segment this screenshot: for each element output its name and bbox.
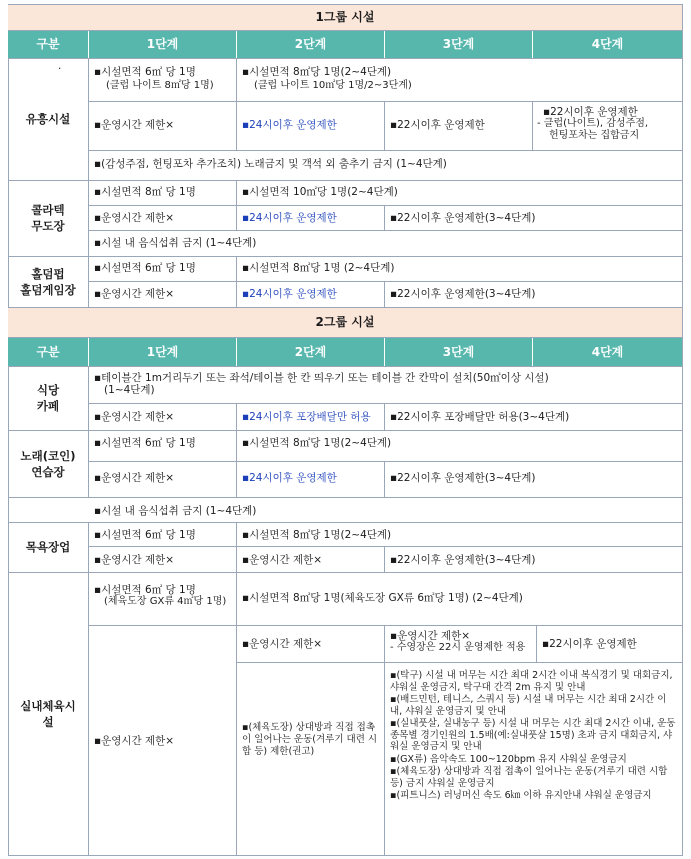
gym-stage2-capacity: ▪시설면적 8㎡당 1명(체육도장 GX류 6㎡당 1명) (2~4단계) <box>242 592 523 604</box>
restaurant-distancing-line1: ▪테이블간 1m거리두기 또는 좌석/테이블 한 칸 띄우기 또는 테이블 간 칸막이 설치(50㎡이상 시설) <box>94 372 549 384</box>
group2-header-stage2: 2단계 <box>236 338 384 366</box>
group2-header-stage1: 1단계 <box>88 338 236 366</box>
colatec-stage1-hours: ▪운영시간 제한× <box>94 212 175 224</box>
grid-line <box>88 205 682 206</box>
group1-header-stage4: 4단계 <box>532 31 682 58</box>
grid-line <box>88 546 682 547</box>
grid-line <box>236 430 237 497</box>
group1-header-row <box>8 31 682 58</box>
group2-header-stage4: 4단계 <box>532 338 682 366</box>
grid-line <box>236 572 237 855</box>
restaurant-all-stages-distancing <box>90 370 680 398</box>
ent-stage1-capacity-line1: ▪시설면적 6㎡ 당 1명 <box>94 66 196 78</box>
grid-line <box>88 366 89 497</box>
group2-header-stage3: 3단계 <box>384 338 532 366</box>
grid-line <box>88 101 682 102</box>
gym-rule-gx: ▪(GX류) 음악속도 100~120bpm 유지 샤워실 운영금지 <box>390 753 627 765</box>
colatec-stage1-capacity: ▪시설면적 8㎡ 당 1명 <box>94 186 196 198</box>
karaoke-stage1-hours: ▪운영시간 제한× <box>94 472 175 484</box>
grid-line <box>236 256 237 307</box>
gym-stage3-4-sport-rules <box>386 668 682 804</box>
bath-stage1-hours: ▪운영시간 제한× <box>94 554 175 566</box>
ent-stage2-capacity-line1: ▪시설면적 8㎡당 1명(2~4단계) <box>242 66 392 78</box>
grid-line <box>384 101 385 150</box>
grid-line <box>236 522 237 572</box>
grid-line <box>8 256 682 257</box>
grid-line <box>384 625 385 855</box>
grid-line <box>8 572 682 573</box>
gym-stage3-hours-line1: ▪운영시간 제한× <box>390 630 471 642</box>
colatec-stage3-hours: ▪22시이후 운영제한(3~4단계) <box>390 212 536 224</box>
restaurant-stage1-hours: ▪운영시간 제한× <box>94 411 175 423</box>
grid-line <box>8 30 682 31</box>
ent-all-stages-note: ▪(감성주점, 헌팅포차 추가조치) 노래금지 및 객석 외 춤추기 금지 (1~4단계) <box>94 158 447 170</box>
gym-rule-table-tennis: ▪(탁구) 시설 내 머무는 시간 최대 2시간 이내 복식경기 및 대회금지, 샤워실 운영금지, 탁구대 간격 2m 유지 및 안내 <box>390 670 673 693</box>
gym-stage1-hours: ▪운영시간 제한× <box>94 735 175 747</box>
grid-line <box>88 150 682 151</box>
group1-header-stage2: 2단계 <box>236 31 384 58</box>
row-label-entertainment: 유흥시설 <box>25 112 71 126</box>
grid-line <box>384 205 385 230</box>
group1-header-stage3: 3단계 <box>384 31 532 58</box>
bath-stage2-capacity: ▪시설면적 8㎡당 1명(2~4단계) <box>242 529 392 541</box>
group2-header-category: 구분 <box>36 345 60 359</box>
frame-bottom <box>8 855 682 856</box>
grid-line <box>8 366 682 367</box>
row-label-colatec: 콜라텍 무도장 <box>31 203 65 233</box>
grid-line <box>236 403 237 430</box>
colatec-all-stages-note: ▪시설 내 음식섭취 금지 (1~4단계) <box>94 237 257 249</box>
gym-rule-futsal: ▪(실내풋살, 실내농구 등) 시설 내 머무는 시간 최대 2시간 이내, 운동종목별 경기인원의 1.5배(예:실내풋살 15명) 초과 금지 대회금지, 샤워실 운영금지 및 안내 <box>390 718 676 752</box>
grid-line <box>236 662 682 663</box>
restaurant-stage3-hours: ▪22시이후 포장배달만 허용(3~4단계) <box>390 411 570 423</box>
grid-line <box>8 180 682 181</box>
grid-line <box>8 497 682 498</box>
holdem-stage2-hours: ▪24시이후 운영제한 <box>242 288 337 300</box>
grid-line <box>8 430 682 431</box>
ent-stage4-hours-line2: - 클럽(나이트), 감성주점, <box>537 118 649 129</box>
row-label-restaurant: 식당 카페 <box>36 383 60 413</box>
ent-stage4-hours <box>533 104 681 144</box>
row-label-karaoke: 노래(코인) 연습장 <box>20 448 76 479</box>
gym-stage1-capacity-line2: (체육도장 GX류 4㎡당 1명) <box>104 596 227 607</box>
grid-line <box>8 307 682 308</box>
gym-stage4-hours: ▪22시이후 운영제한 <box>542 638 637 650</box>
restaurant-distancing-line2: (1~4단계) <box>104 384 155 396</box>
gym-stage3-hours-line2: - 수영장은 22시 운영제한 적용 <box>390 642 526 653</box>
group2-header-row <box>8 338 682 366</box>
gym-stage1-capacity-line1: ▪시설면적 6㎡ 당 1명 <box>94 584 196 596</box>
restaurant-stage2-hours: ▪24시이후 포장배달만 허용 <box>242 411 371 423</box>
holdem-stage3-hours: ▪22시이후 운영제한(3~4단계) <box>390 288 536 300</box>
gym-rule-martial-arts: ▪(체육도장) 상대방과 직접 접촉이 일어나는 운동(겨루기 대련 시합 등) 금지 샤워실 운영금지 <box>390 766 668 789</box>
gym-rule-fitness: ▪(피트니스) 러닝머신 속도 6㎞ 이하 유지안내 샤워실 운영금지 <box>390 790 652 801</box>
holdem-stage1-capacity: ▪시설면적 6㎡ 당 1명 <box>94 262 196 274</box>
gym-stage2-martial-arts-note: ▪(체육도장) 상대방과 직접 접촉이 일어나는 운동(겨루기 대련 시합 등) 제한(권고) <box>242 722 378 757</box>
karaoke-all-stages-note: ▪시설 내 음식섭취 금지 (1~4단계) <box>94 505 257 517</box>
grid-line <box>8 58 682 59</box>
group1-header-stage1: 1단계 <box>88 31 236 58</box>
grid-line <box>88 625 682 626</box>
ent-stage4-hours-line1: ▪22시이후 운영제한 <box>543 106 638 118</box>
gym-stage1-capacity <box>90 582 236 610</box>
grid-line <box>88 522 89 855</box>
group1-header-category: 구분 <box>36 37 60 51</box>
row-label-bathhouse: 목욕장업 <box>25 540 71 554</box>
group1-title: 1그룹 시설 <box>8 5 682 30</box>
stray-dot: · <box>58 63 62 75</box>
ent-stage1-capacity <box>90 64 236 94</box>
karaoke-stage1-capacity: ▪시설면적 6㎡ 당 1명 <box>94 437 196 449</box>
bath-stage1-capacity: ▪시설면적 6㎡ 당 1명 <box>94 529 196 541</box>
karaoke-stage2-hours: ▪24시이후 운영제한 <box>242 472 337 484</box>
colatec-stage2-hours: ▪24시이후 운영제한 <box>242 212 337 224</box>
grid-line <box>88 281 682 282</box>
ent-stage3-hours: ▪22시이후 운영제한 <box>390 119 485 131</box>
ent-stage2-hours: ▪24시이후 운영제한 <box>242 119 337 131</box>
grid-line <box>536 625 537 662</box>
grid-line <box>384 546 385 572</box>
gym-stage3-hours <box>386 628 536 656</box>
bath-stage3-hours: ▪22시이후 운영제한(3~4단계) <box>390 554 536 566</box>
grid-line <box>88 58 89 307</box>
ent-stage2-capacity-line2: (클럽 나이트 10㎡당 1명/2~3단계) <box>254 80 412 91</box>
grid-line <box>88 230 682 231</box>
ent-stage1-capacity-line2: (클럽 나이트 8㎡당 1명) <box>106 80 214 91</box>
karaoke-stage2-capacity: ▪시설면적 8㎡당 1명(2~4단계) <box>242 437 392 449</box>
grid-line <box>384 281 385 307</box>
group2-title: 2그룹 시설 <box>8 308 682 337</box>
grid-line <box>236 101 237 150</box>
holdem-stage1-hours: ▪운영시간 제한× <box>94 288 175 300</box>
grid-line <box>8 522 682 523</box>
grid-line <box>532 101 533 150</box>
ent-stage2-capacity <box>238 64 678 94</box>
karaoke-stage3-hours: ▪22시이후 운영제한(3~4단계) <box>390 472 536 484</box>
ent-stage4-hours-line3: 헌팅포차는 집합금지 <box>549 130 640 141</box>
colatec-stage2-capacity: ▪시설면적 10㎡당 1명(2~4단계) <box>242 186 398 198</box>
frame-right <box>682 4 683 856</box>
grid-line <box>88 461 682 462</box>
grid-line <box>8 337 682 338</box>
grid-line <box>88 403 682 404</box>
ent-stage1-hours: ▪운영시간 제한× <box>94 119 175 131</box>
grid-line <box>236 180 237 230</box>
grid-line <box>236 58 237 101</box>
grid-line <box>384 461 385 497</box>
gym-stage2-hours: ▪운영시간 제한× <box>242 638 323 650</box>
holdem-stage2-capacity: ▪시설면적 8㎡당 1명 (2~4단계) <box>242 262 395 274</box>
grid-line <box>384 403 385 430</box>
row-label-holdem: 홀덤펍 홀덤게임장 <box>20 266 76 297</box>
row-label-gym: 실내체육시 설 <box>20 698 76 729</box>
bath-stage2-hours: ▪운영시간 제한× <box>242 554 323 566</box>
gym-rule-badminton: ▪(배드민턴, 테니스, 스쿼시 등) 시설 내 머무는 시간 최대 2시간 이내, 샤워실 운영금지 및 안내 <box>390 694 667 717</box>
